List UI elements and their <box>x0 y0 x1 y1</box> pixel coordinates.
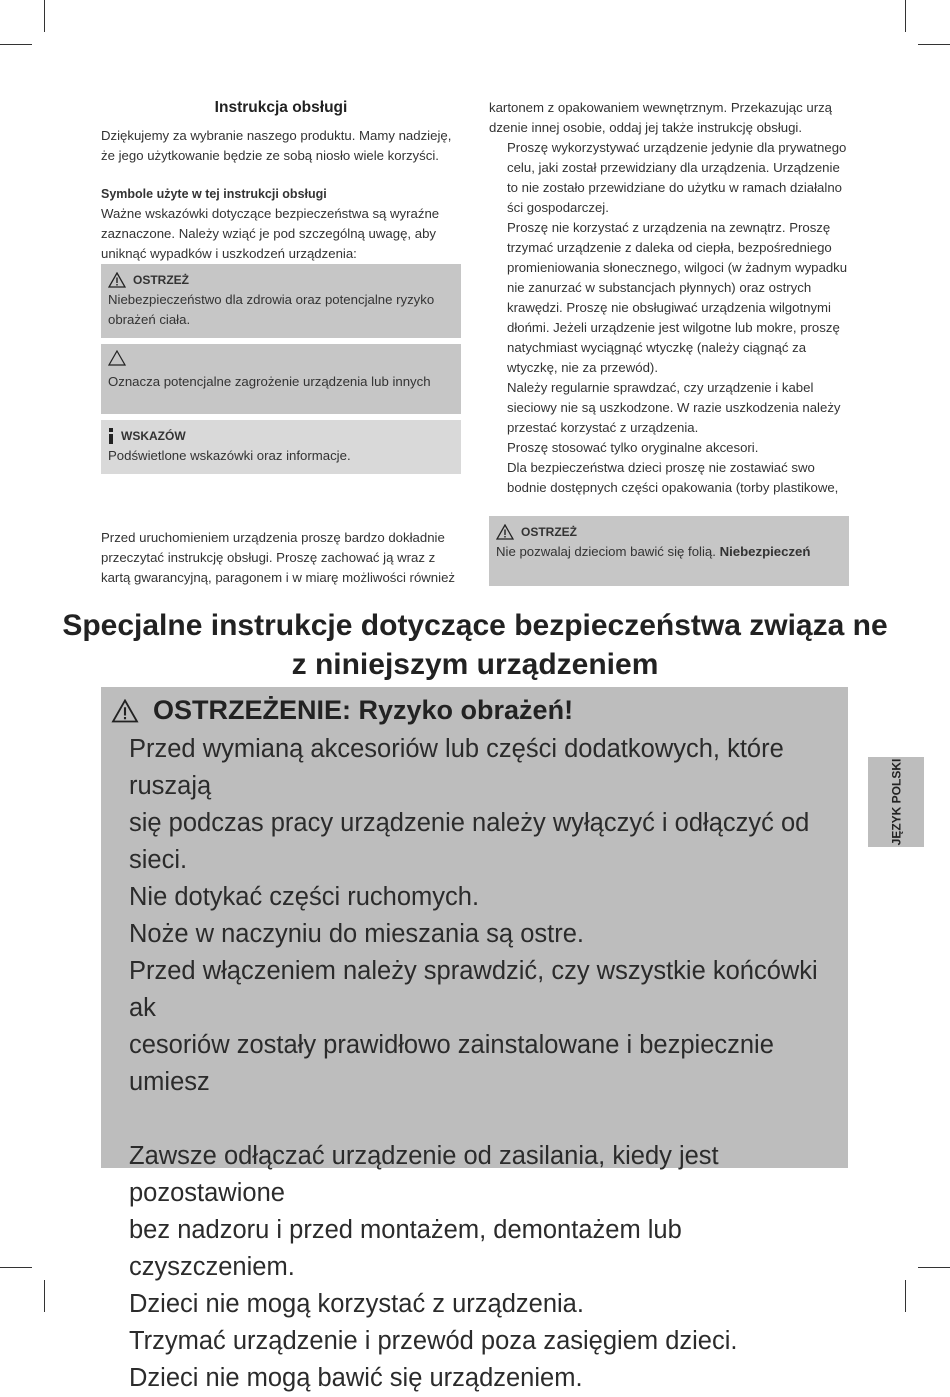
manual-heading: Instrukcja obsługi <box>214 99 348 116</box>
warning-box <box>101 264 461 338</box>
child-warning-text: Nie pozwalaj dzieciom bawić się folią. Niebezpieczeń <box>496 544 811 559</box>
symbols-heading: Symbole użyte w tej instrukcji obsługi <box>101 187 327 201</box>
safety-p1: Proszę wykorzystywać urządzenie jedynie dla prywatnego celu, jaki został przewidziany dla urządzenia. Urządzenie to nie zostało przewidziane do użytku w ramach działalno ści gospodarczej. <box>507 140 847 215</box>
child-warning-box <box>489 516 849 586</box>
caution-text: Oznacza potencjalne zagrożenie urządzenia lub innych <box>108 374 431 389</box>
safety-p2: Proszę nie korzystać z urządzenia na zewnątrz. Proszę trzymać urządzenie z daleka od ciepła, bezpośredniego promieniowania słonecznego, wilgoci (w żadnym wypadku nie zanurzać w substancjach płynnych) oraz ostrych krawędzi. Proszę nie obsługiwać urządzenia wilgotnymi dłońmi. Jeżeli urządzenie jest wilgotne lub mokre, proszę natychmiast wyciągnąć wtyczkę (należy ciągnąć za wtyczkę, nie za przewód). <box>507 220 848 375</box>
symbols-text: Ważne wskazówki dotyczące bezpieczeństwa są wyraźne zaznaczone. Należy wziąć je pod szczególną uwagę, aby uniknąć wypadków i uszkodzeń urządzenia: <box>101 206 440 261</box>
safety-p3: Należy regularnie sprawdzać, czy urządzenie i kabel sieciowy nie są uszkodzone. W razie uszkodzenia należy przestać korzystać z urządzenia. <box>507 380 841 435</box>
info-icon <box>108 428 114 444</box>
crop-mark <box>44 1280 45 1312</box>
right-column <box>489 98 849 586</box>
left-column <box>101 96 461 588</box>
warning-line: się podczas pracy urządzenie należy wyłączyć i odłączyć od sieci. <box>129 809 810 874</box>
warning-icon <box>496 524 514 540</box>
warning-icon <box>111 699 139 723</box>
crop-mark <box>918 1267 950 1268</box>
warning-line: cesoriów zostały prawidłowo zainstalowane i bezpiecznie umiesz <box>129 1031 774 1096</box>
main-warning-head: OSTRZEŻENIE: Ryzyko obrażeń! <box>153 695 574 725</box>
crop-mark <box>905 1280 906 1312</box>
continued-text: kartonem z opakowaniem wewnętrznym. Przekazując urzą dzenie innej osobie, oddaj jej także instrukcję obsługi. <box>489 100 833 135</box>
hint-text: Podświetlone wskazówki oraz informacje. <box>108 448 351 463</box>
main-warning-lines <box>129 731 845 1397</box>
safety-p4: Proszę stosować tylko oryginalne akcesori. <box>507 440 759 455</box>
crop-mark <box>918 44 950 45</box>
crop-mark <box>44 0 45 32</box>
section-title: Specjalne instrukcje dotyczące bezpieczeństwa związa ne z niniejszym urządzeniem <box>62 609 888 681</box>
warning-text: Niebezpieczeństwo dla zdrowia oraz potencjalne ryzyko obrażeń ciała. <box>108 292 435 327</box>
crop-mark <box>0 44 32 45</box>
child-warning-label: OSTRZEŻ <box>521 525 577 539</box>
warning-line: Przed włączeniem należy sprawdzić, czy wszystkie końcówki ak <box>129 957 818 1022</box>
language-label: JĘZYK POLSKI <box>889 758 903 846</box>
warning-line: Dzieci nie mogą bawić się urządzeniem. <box>129 1364 583 1392</box>
warning-line: Dzieci nie mogą korzystać z urządzenia. <box>129 1290 584 1318</box>
safety-list <box>489 138 849 498</box>
warning-line: Zawsze odłączać urządzenie od zasilania, kiedy jest pozostawione <box>129 1142 719 1207</box>
crop-mark <box>905 0 906 32</box>
warning-line: Trzymać urządzenie i przewód poza zasięgiem dzieci. <box>129 1327 738 1355</box>
hint-label: WSKAZÓW <box>121 429 186 443</box>
safety-p5: Dla bezpieczeństwa dzieci proszę nie zostawiać swo bodnie dostępnych części opakowania (torby plastikowe, <box>507 460 839 495</box>
warning-line: bez nadzoru i przed montażem, demontażem lub czyszczeniem. <box>129 1216 682 1281</box>
before-use-text: Przed uruchomieniem urządzenia proszę bardzo dokładnie przeczytać instrukcję obsługi. Proszę zachować ją wraz z kartą gwarancyjną, paragonem i w miarę możliwości również <box>101 530 456 585</box>
crop-mark <box>0 1267 32 1268</box>
main-warning-box <box>101 687 848 1392</box>
warning-icon <box>108 272 126 288</box>
hint-box <box>101 420 461 474</box>
warning-line <box>129 1101 845 1138</box>
language-tab <box>868 757 924 847</box>
warning-line: Noże w naczyniu do mieszania są ostre. <box>129 920 584 948</box>
warning-line: Przed wymianą akcesoriów lub części dodatkowych, które ruszają <box>129 735 784 800</box>
caution-box <box>101 344 461 414</box>
caution-icon <box>108 350 126 366</box>
intro-text: Dziękujemy za wybranie naszego produktu. Mamy nadzieję, że jego użytkowanie będzie ze sobą niosło wiele korzyści. <box>101 128 452 163</box>
warning-label: OSTRZEŻ <box>133 273 189 287</box>
warning-line: Nie dotykać części ruchomych. <box>129 883 480 911</box>
